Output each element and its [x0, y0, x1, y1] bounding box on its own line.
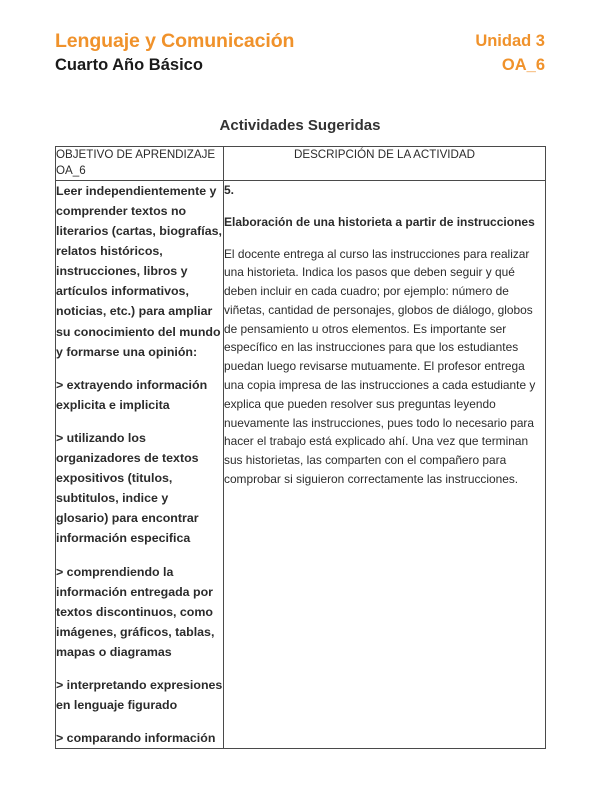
- objective-bullet-1: > extrayendo información explicita e implicita: [56, 377, 208, 412]
- description-column-header: DESCRIPCIÓN DE LA ACTIVIDAD: [293, 148, 476, 161]
- header-right-group: [475, 30, 545, 76]
- activities-table: [55, 146, 546, 749]
- objective-column-header: OBJETIVO DE APRENDIZAJE OA_6: [56, 148, 216, 178]
- table-header-cell-objective: [56, 147, 224, 181]
- section-heading: Actividades Sugeridas: [219, 117, 381, 134]
- description-cell: [224, 180, 546, 748]
- oa-code-label: OA_6: [501, 55, 545, 74]
- subject-title: Lenguaje y Comunicación: [55, 30, 295, 52]
- unit-label: Unidad 3: [475, 32, 545, 50]
- objective-bullet-2: > utilizando los organizadores de textos expositivos (titulos, subtitulos, indice y glosario) para encontrar información especifica: [56, 430, 199, 546]
- objective-bullet-3: > comprendiendo la información entregada por textos discontinuos, como imágenes, gráficos, tablas, mapas o diagramas: [56, 564, 215, 659]
- activity-number: 5.: [224, 182, 235, 197]
- table-header-cell-description: [224, 147, 546, 181]
- activity-body-text: El docente entrega al curso las instrucciones para realizar una historieta. Indica los pasos que deben seguir y qué deben incluir en cada cuadro; por ejemplo: número de viñetas, cantidad de personajes, globos de diálogo, globos de pensamiento u otros elementos. Es importante ser específico en las instrucciones para que los estudiantes puedan luego revisarse mutuamente. El profesor entrega una copia impresa de las instrucciones a cada estudiante y explica que pueden resolver sus preguntas leyendo nuevamente las instrucciones, pues todo lo necesario para hacer el trabajo está explicado ahí. Una vez que terminan sus historietas, las comparten con el compañero para comprobar si siguieron correctamente las instrucciones.: [224, 246, 536, 487]
- page-header: [55, 30, 545, 76]
- header-left-group: [55, 30, 294, 76]
- table-row: [56, 180, 546, 748]
- table-header-row: [56, 147, 546, 181]
- objective-cell: [56, 180, 224, 748]
- grade-title: Cuarto Año Básico: [55, 56, 203, 74]
- activity-title: Elaboración de una historieta a partir de instrucciones: [224, 214, 535, 229]
- objective-intro-text: Leer independientemente y comprender textos no literarios (cartas, biografías, relatos históricos, instrucciones, libros y artículos informativos, noticias, etc.) para ampliar su conocimiento del mundo y formarse una opinión:: [56, 183, 222, 359]
- objective-bullet-5: > comparando información: [56, 731, 216, 746]
- objective-bullet-4: > interpretando expresiones en lenguaje figurado: [56, 677, 223, 713]
